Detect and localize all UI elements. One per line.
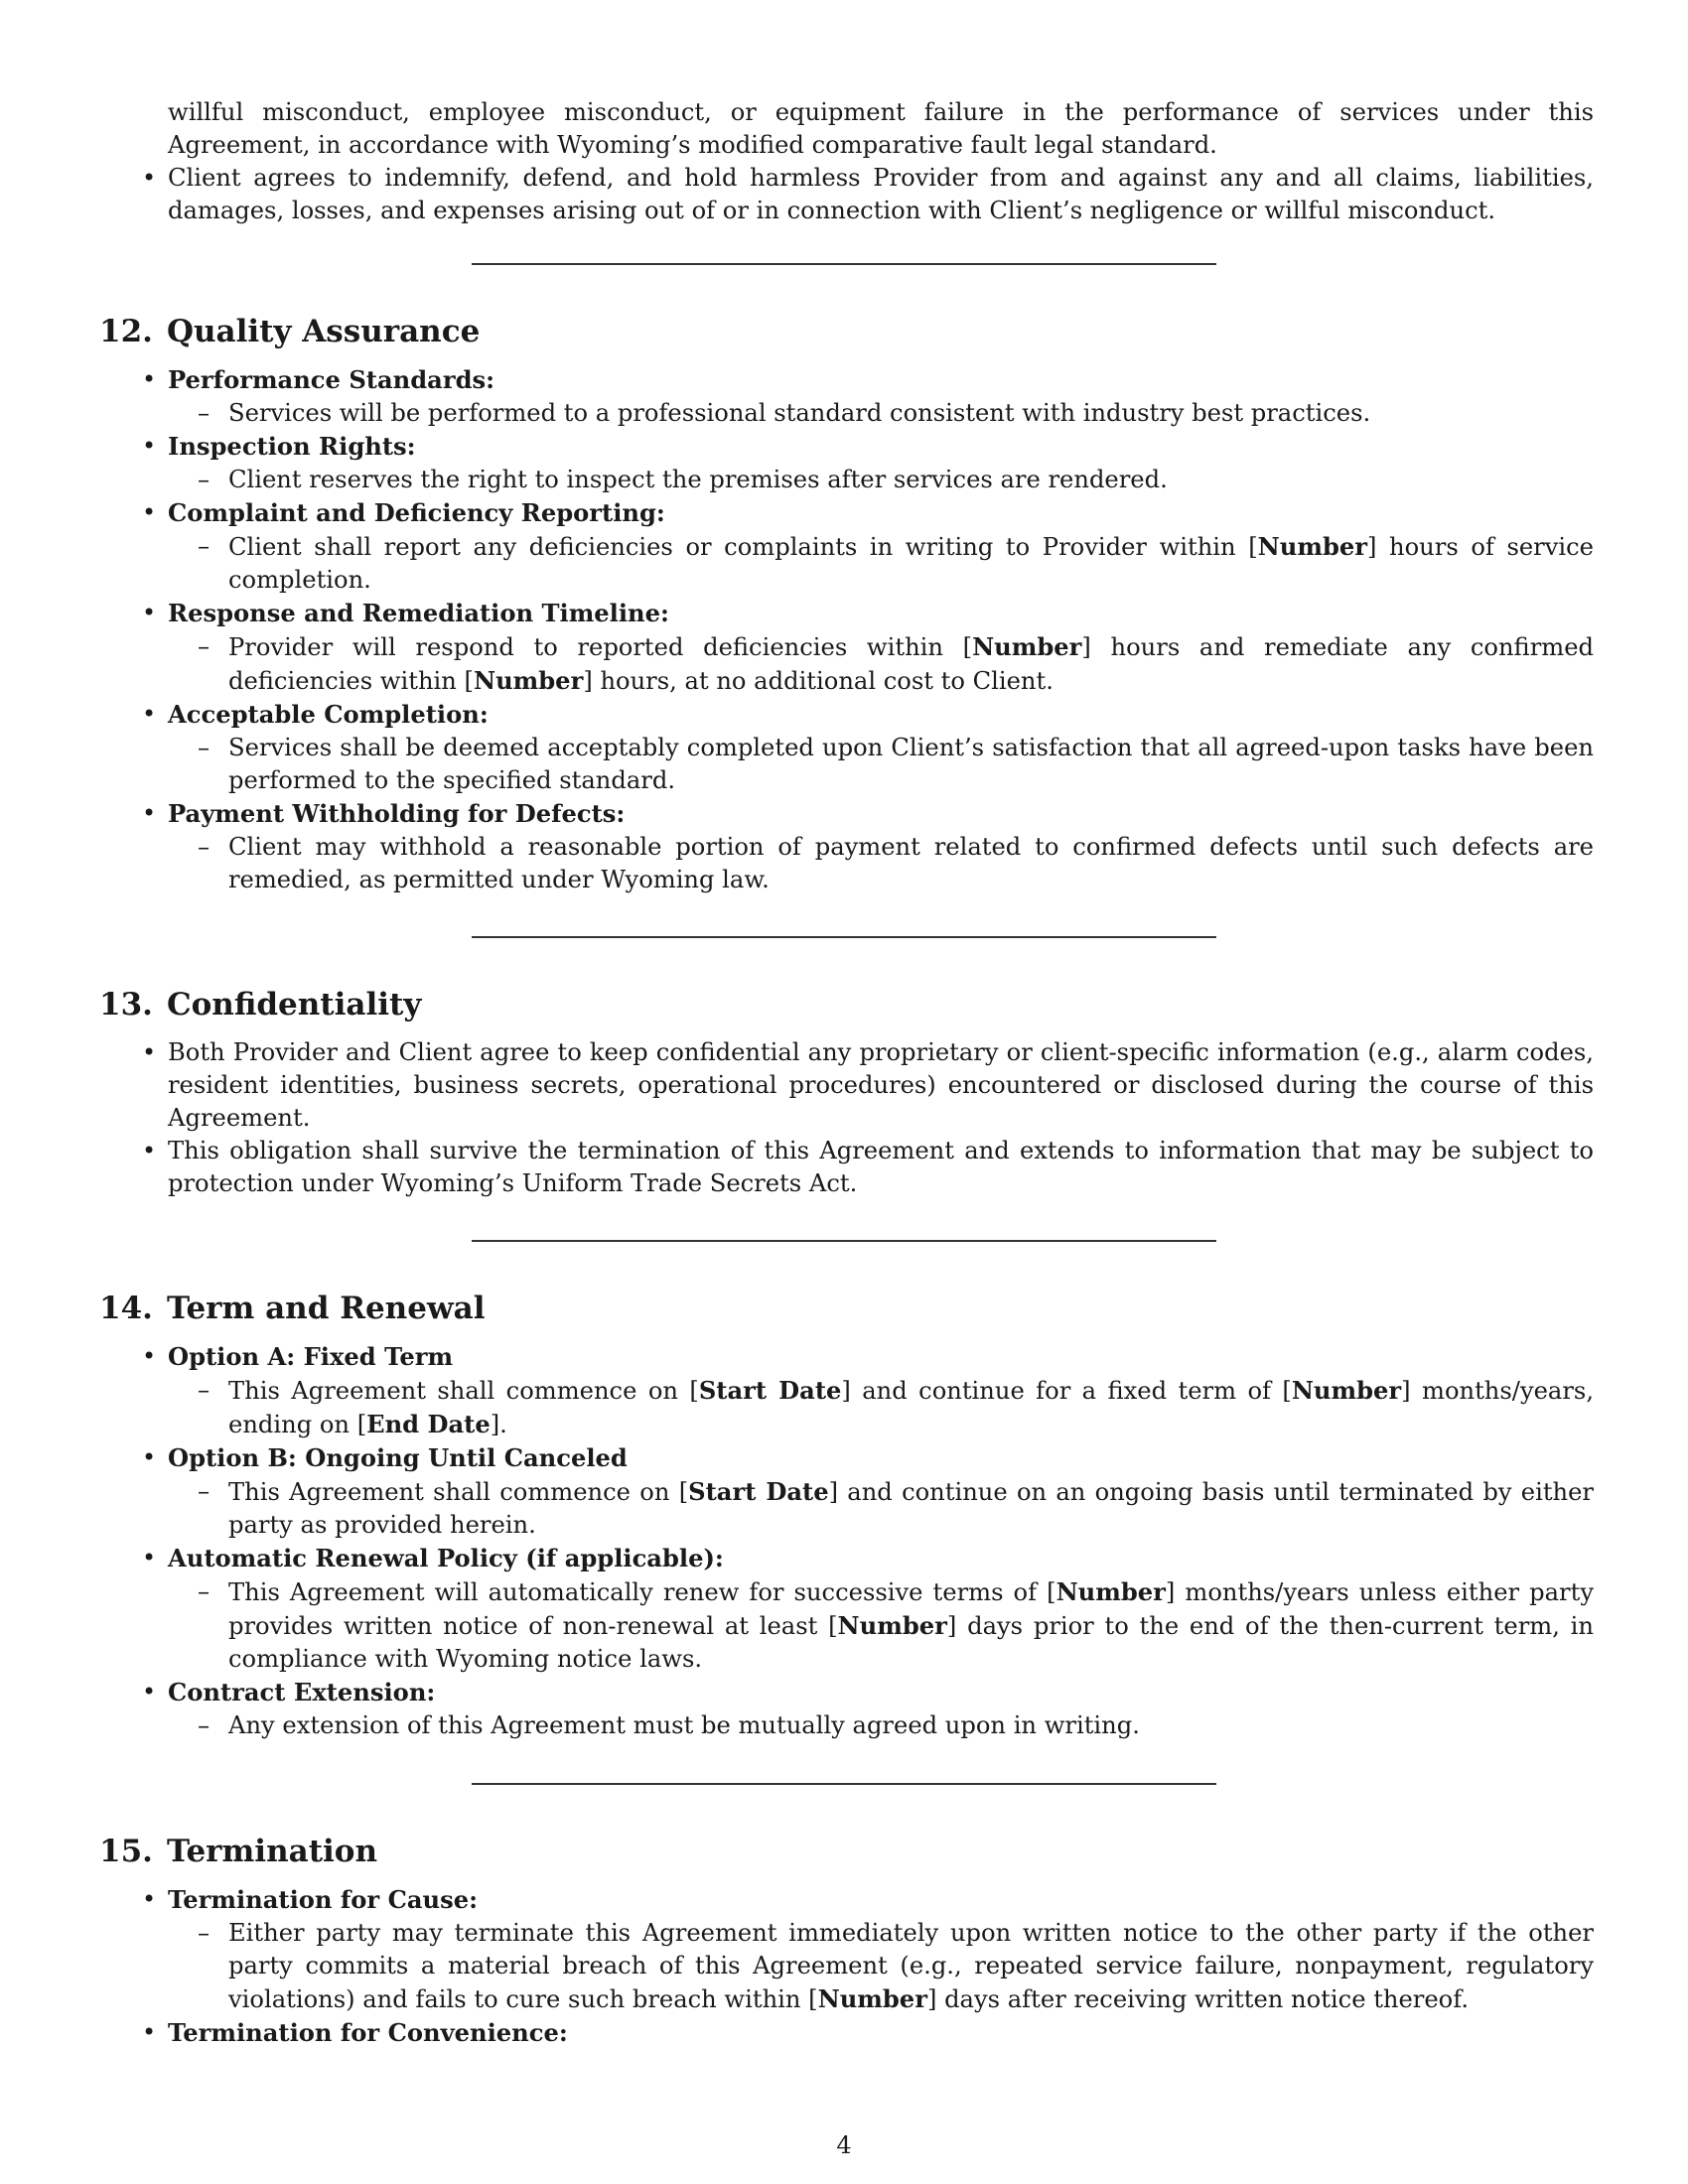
list-item: • Option B: Ongoing Until Canceled – This Agreement shall commence on [Start Date] and continue on an ongoing basis until terminated by either party as provided herein. (99, 1441, 1594, 1542)
sub-list-item: – Any extension of this Agreement must be mutually agreed upon in writing. (168, 1709, 1594, 1742)
section-heading-13: 13. Confidentiality (99, 987, 422, 1023)
section-heading-12: 12. Quality Assurance (99, 314, 481, 349)
bullet-icon: • (142, 2018, 157, 2046)
dash-icon: – (198, 532, 211, 560)
dash-icon: – (198, 1711, 211, 1739)
list-item: • Termination for Convenience: (142, 2018, 568, 2047)
sub-list-item: – Client reserves the right to inspect the premises after services are rendered. (168, 464, 1594, 496)
placeholder-end-date: End Date (366, 1410, 491, 1438)
placeholder-number: Number (1291, 1376, 1402, 1405)
bullet-icon: • (142, 700, 157, 728)
section-15-list (99, 1883, 1594, 2050)
placeholder-number: Number (972, 632, 1082, 661)
list-item: • This obligation shall survive the termination of this Agreement and extends to information that may be subject to protection under Wyoming’s Uniform Trade Secrets Act. (142, 1137, 1594, 1197)
section-13-list (99, 1036, 1594, 1200)
dash-icon: – (198, 632, 211, 660)
continued-paragraph: willful misconduct, employee misconduct, or equipment failure in the performance of services under this Agreement, in accordance with Wyoming’s modified comparative fault legal standard. (168, 98, 1594, 159)
bullet-icon: • (142, 599, 157, 626)
sub-list-item: – Provider will respond to reported deficiencies within [Number] hours and remediate any confirmed deficiencies within [Number] hours, at no additional cost to Client. (198, 632, 1594, 695)
bullet-icon: • (142, 365, 157, 393)
section-divider (472, 936, 1216, 938)
placeholder-number: Number (817, 1984, 927, 2013)
placeholder-number: Number (473, 666, 584, 695)
section-divider (472, 1240, 1216, 1242)
section-divider (472, 263, 1216, 265)
list-item: • Acceptable Completion: – Services shall be deemed acceptably completed upon Client’s satisfaction that all agreed-upon tasks have been performed to the specified standard. (99, 698, 1594, 797)
dash-icon: – (198, 1477, 211, 1505)
dash-icon: – (198, 466, 211, 493)
dash-icon: – (198, 833, 211, 861)
page-content (99, 96, 1594, 2050)
sub-list-item: – Services shall be deemed acceptably completed upon Client’s satisfaction that all agreed-upon tasks have been performed to the specified standard. (198, 734, 1594, 794)
list-item: • Client agrees to indemnify, defend, and hold harmless Provider from and against any and all claims, liabilities, damages, losses, and expenses arising out of or in connection with Client’s negligence or willful misconduct. (142, 164, 1594, 224)
bullet-icon: • (142, 498, 157, 526)
bullet-icon: • (142, 1342, 157, 1370)
bullet-icon: • (142, 1038, 157, 1066)
list-item: • Option A: Fixed Term – This Agreement shall commence on [Start Date] and continue for a fixed term of [Number] months/years, ending on [End Date]. (99, 1340, 1594, 1441)
dash-icon: – (198, 734, 211, 761)
list-item: • Payment Withholding for Defects: – Client may withhold a reasonable portion of payment related to confirmed defects until such defects are remedied, as permitted under Wyoming law. (99, 797, 1594, 896)
dash-icon: – (198, 1577, 211, 1605)
sub-list-item: – This Agreement shall commence on [Start Date] and continue on an ongoing basis until terminated by either party as provided herein. (198, 1477, 1594, 1539)
section-12-list (99, 363, 1594, 896)
sub-list-item: – Client shall report any deficiencies or complaints in writing to Provider within [Number] hours of service completion. (198, 532, 1594, 594)
bullet-icon: • (142, 432, 157, 460)
bullet-icon: • (142, 1443, 157, 1471)
bullet-icon: • (142, 1678, 157, 1706)
sub-list-item: – Either party may terminate this Agreement immediately upon written notice to the other party if the other party commits a material breach of this Agreement (e.g., repeated service failure, nonpayment, regulatory violations) and fails to cure such breach within [Number] days after receiving written notice thereof. (198, 1919, 1594, 2013)
bullet-icon: • (142, 1544, 157, 1571)
sub-list-item: – Client may withhold a reasonable portion of payment related to confirmed defects until such defects are remedied, as permitted under Wyoming law. (198, 833, 1594, 893)
bullet-icon: • (142, 1885, 157, 1913)
placeholder-start-date: Start Date (688, 1477, 829, 1506)
sub-list-item: – This Agreement shall commence on [Start Date] and continue for a fixed term of [Number] months/years, ending on [End Date]. (198, 1376, 1595, 1438)
dash-icon: – (198, 1376, 211, 1404)
list-item: • Contract Extension: – Any extension of this Agreement must be mutually agreed upon in writing. (99, 1676, 1594, 1742)
placeholder-number: Number (1257, 532, 1367, 561)
section-divider (472, 1783, 1216, 1785)
list-item: • Complaint and Deficiency Reporting: – Client shall report any deficiencies or complaints in writing to Provider within [Number] hours of service completion. (99, 496, 1594, 597)
list-item: • Inspection Rights: – Client reserves the right to inspect the premises after services are rendered. (99, 430, 1594, 496)
dash-icon: – (198, 1919, 211, 1947)
sub-list-item: – Services will be performed to a professional standard consistent with industry best practices. (168, 397, 1594, 430)
page-number: 4 (836, 2131, 852, 2159)
section-heading-15: 15. Termination (99, 1834, 378, 1869)
list-item: • Both Provider and Client agree to keep confidential any proprietary or client-specific information (e.g., alarm codes, resident identities, business secrets, operational procedures) encountered or disclosed during the course of this Agreement. (142, 1038, 1594, 1132)
list-item: • Termination for Cause: – Either party may terminate this Agreement immediately upon written notice to the other party if the other party commits a material breach of this Agreement (e.g., repeated service failure, nonpayment, regulatory violations) and fails to cure such breach within [Number] days after receiving written notice thereof. (99, 1883, 1594, 2016)
previous-section-list (99, 162, 1594, 227)
list-item: • Automatic Renewal Policy (if applicable): – This Agreement will automatically renew for successive terms of [Number] months/years unless either party provides written notice of non-renewal at least [Number] days prior to the end of the then-current term, in compliance with Wyoming notice laws. (99, 1542, 1594, 1676)
list-item: • Response and Remediation Timeline: – Provider will respond to reported deficiencies within [Number] hours and remediate any confirmed deficiencies within [Number] hours, at no additional cost to Client. (99, 597, 1594, 698)
placeholder-start-date: Start Date (698, 1376, 842, 1405)
list-item: • Performance Standards: – Services will be performed to a professional standard consistent with industry best practices. (99, 363, 1594, 430)
sub-list-item: – This Agreement will automatically renew for successive terms of [Number] months/years unless either party provides written notice of non-renewal at least [Number] days prior to the end of the then-current term, in compliance with Wyoming notice laws. (198, 1577, 1594, 1673)
placeholder-number: Number (1055, 1577, 1166, 1606)
bullet-icon: • (142, 799, 157, 827)
section-14-list (99, 1340, 1594, 1742)
bullet-icon: • (142, 1137, 157, 1164)
section-heading-14: 14. Term and Renewal (99, 1291, 486, 1326)
placeholder-number: Number (837, 1611, 947, 1640)
bullet-icon: • (142, 164, 157, 192)
dash-icon: – (198, 399, 211, 427)
